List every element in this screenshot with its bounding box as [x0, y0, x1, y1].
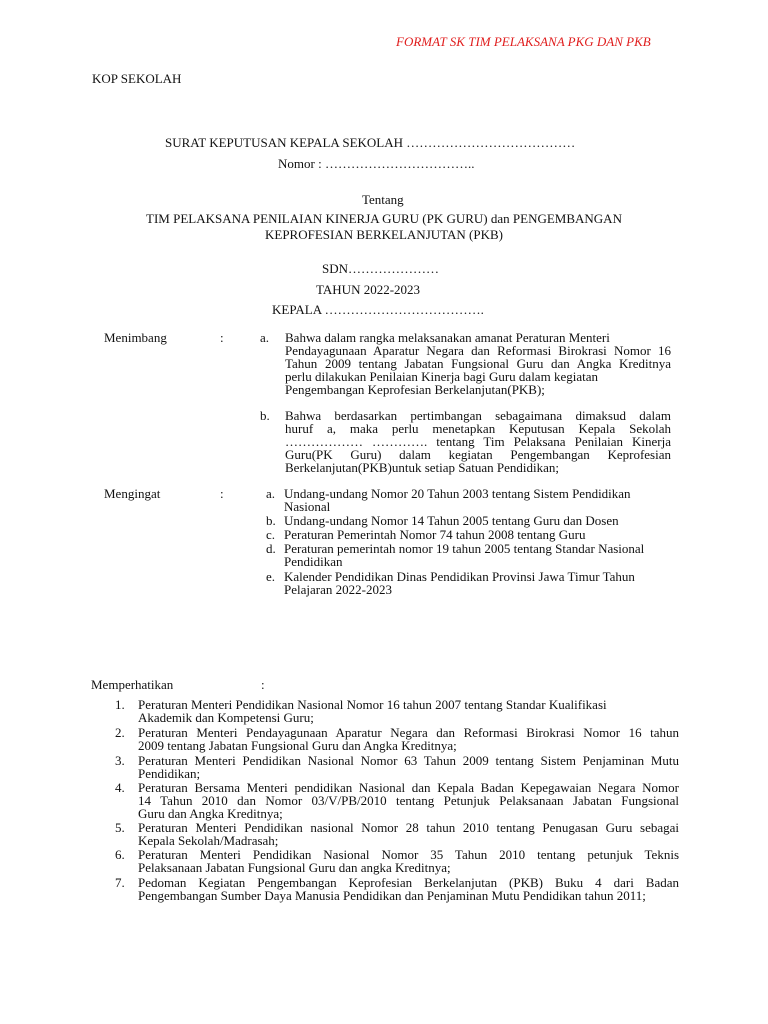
memperhatikan-3-line: Pendidikan;	[138, 766, 201, 781]
nomor-line: Nomor : ……………………………..	[278, 156, 475, 171]
memperhatikan-6-line: Pelaksanaan Jabatan Fungsional Guru dan angka Kreditnya;	[138, 860, 451, 875]
mengingat-a-line: Undang-undang Nomor 20 Tahun 2003 tentang Sistem Pendidikan	[284, 486, 631, 501]
memperhatikan-6-line: Peraturan Menteri Pendidikan Nasional Nomor 35 Tahun 2010 tentang petunjuk Teknis	[138, 847, 679, 862]
mengingat-e-line: Kalender Pendidikan Dinas Pendidikan Provinsi Jawa Timur Tahun	[284, 569, 635, 584]
mengingat-c-line: Peraturan Pemerintah Nomor 74 tahun 2008 tentang Guru	[284, 527, 586, 542]
surat-keputusan-title: SURAT KEPUTUSAN KEPALA SEKOLAH …………………………………	[165, 135, 576, 150]
memperhatikan-5-line: Peraturan Menteri Pendidikan nasional Nomor 28 tahun 2010 tentang Penugasan Guru sebagai	[138, 820, 679, 835]
subject-line-2: KEPROFESIAN BERKELANJUTAN (PKB)	[264, 227, 504, 242]
menimbang-a-line: Bahwa dalam rangka melaksanakan amanat Peraturan Menteri	[285, 330, 610, 345]
memperhatikan-4-line: Peraturan Bersama Menteri pendidikan Nasional dan Kepala Badan Kepegawaian Negara Nomor	[138, 780, 679, 795]
memperhatikan-5-line: Kepala Sekolah/Madrasah;	[138, 833, 279, 848]
menimbang-a-line: Tahun 2009 tentang Jabatan Fungsional Guru dan Angka Kreditnya	[285, 356, 671, 371]
menimbang-b-line: Berkelanjutan(PKB)untuk setiap Satuan Pendidikan;	[285, 460, 560, 475]
mengingat-d-marker: d.	[266, 541, 276, 556]
mengingat-a-line: Nasional	[284, 499, 331, 514]
memperhatikan-4-line: 14 Tahun 2010 dan Nomor 03/V/PB/2010 tentang Petunjuk Pelaksanaan Jabatan Fungsional	[138, 793, 679, 808]
format-title: FORMAT SK TIM PELAKSANA PKG DAN PKB	[396, 34, 651, 49]
mengingat-d-line: Pendidikan	[284, 554, 343, 569]
menimbang-a-line: Pendayagunaan Aparatur Negara dan Reformasi Birokrasi Nomor 16	[285, 343, 671, 358]
mengingat-d-line: Peraturan pemerintah nomor 19 tahun 2005 tentang Standar Nasional	[284, 541, 645, 556]
memperhatikan-7-line: Pedoman Kegiatan Pengembangan Keprofesian Berkelanjutan (PKB) Buku 4 dari Badan	[138, 875, 679, 890]
mengingat-colon: :	[220, 486, 224, 501]
memperhatikan-1-line: Peraturan Menteri Pendidikan Nasional Nomor 16 tahun 2007 tentang Standar Kualifikasi	[138, 697, 607, 712]
memperhatikan-7-line: Pengembangan Sumber Daya Manusia Pendidikan dan Penjaminan Mutu Pendidikan tahun 2011;	[138, 888, 646, 903]
menimbang-a-marker: a.	[260, 330, 270, 345]
menimbang-colon: :	[220, 330, 224, 345]
memperhatikan-7-marker: 7.	[115, 875, 125, 890]
memperhatikan-6-marker: 6.	[115, 847, 125, 862]
memperhatikan-3-marker: 3.	[115, 753, 125, 768]
memperhatikan-1-line: Akademik dan Kompetensi Guru;	[138, 710, 314, 725]
menimbang-b-line: Bahwa berdasarkan pertimbangan sebagaimana dimaksud dalam	[285, 408, 671, 423]
menimbang-a-line: perlu dilakukan Penilaian Kinerja bagi Guru dalam kegiatan	[285, 369, 598, 384]
memperhatikan-3-line: Peraturan Menteri Pendidikan Nasional Nomor 63 Tahun 2009 tentang Sistem Penjaminan Mutu	[138, 753, 679, 768]
memperhatikan-2-marker: 2.	[115, 725, 125, 740]
tahun-line: TAHUN 2022-2023	[316, 282, 421, 297]
menimbang-label: Menimbang	[104, 330, 167, 345]
mengingat-e-line: Pelajaran 2022-2023	[284, 582, 392, 597]
menimbang-b-marker: b.	[260, 408, 270, 423]
memperhatikan-colon: :	[261, 677, 265, 692]
menimbang-b-line: ……………… …………. tentang Tim Pelaksana Penilaian Kinerja	[285, 434, 671, 449]
menimbang-b-line: Guru(PK Guru) dalam kegiatan Pengembangan Keprofesian	[285, 447, 671, 462]
menimbang-a-line: Pengembangan Keprofesian Berkelanjutan(PKB);	[285, 382, 545, 397]
mengingat-e-marker: e.	[266, 569, 276, 584]
mengingat-c-marker: c.	[266, 527, 276, 542]
menimbang-b-line: huruf a, maka perlu menetapkan Keputusan Kepala Sekolah	[285, 421, 671, 436]
memperhatikan-4-marker: 4.	[115, 780, 125, 795]
memperhatikan-5-marker: 5.	[115, 820, 125, 835]
mengingat-a-marker: a.	[266, 486, 276, 501]
memperhatikan-2-line: 2009 tentang Jabatan Fungsional Guru dan Angka Kreditnya;	[138, 738, 457, 753]
subject-line-1: TIM PELAKSANA PENILAIAN KINERJA GURU (PK GURU) dan PENGEMBANGAN	[146, 211, 622, 226]
kop-sekolah: KOP SEKOLAH	[92, 71, 182, 86]
kepala-line: KEPALA ……………………………….	[272, 302, 484, 317]
mengingat-b-line: Undang-undang Nomor 14 Tahun 2005 tentang Guru dan Dosen	[284, 513, 619, 528]
memperhatikan-label: Memperhatikan	[91, 677, 174, 692]
sdn-line: SDN…………………	[322, 261, 440, 276]
memperhatikan-1-marker: 1.	[115, 697, 125, 712]
memperhatikan-4-line: Guru dan Angka Kreditnya;	[138, 806, 283, 821]
mengingat-label: Mengingat	[104, 486, 161, 501]
mengingat-b-marker: b.	[266, 513, 276, 528]
tentang-label: Tentang	[362, 192, 404, 207]
memperhatikan-2-line: Peraturan Menteri Pendayagunaan Aparatur Negara dan Reformasi Birokrasi Nomor 16 tahun	[138, 725, 679, 740]
